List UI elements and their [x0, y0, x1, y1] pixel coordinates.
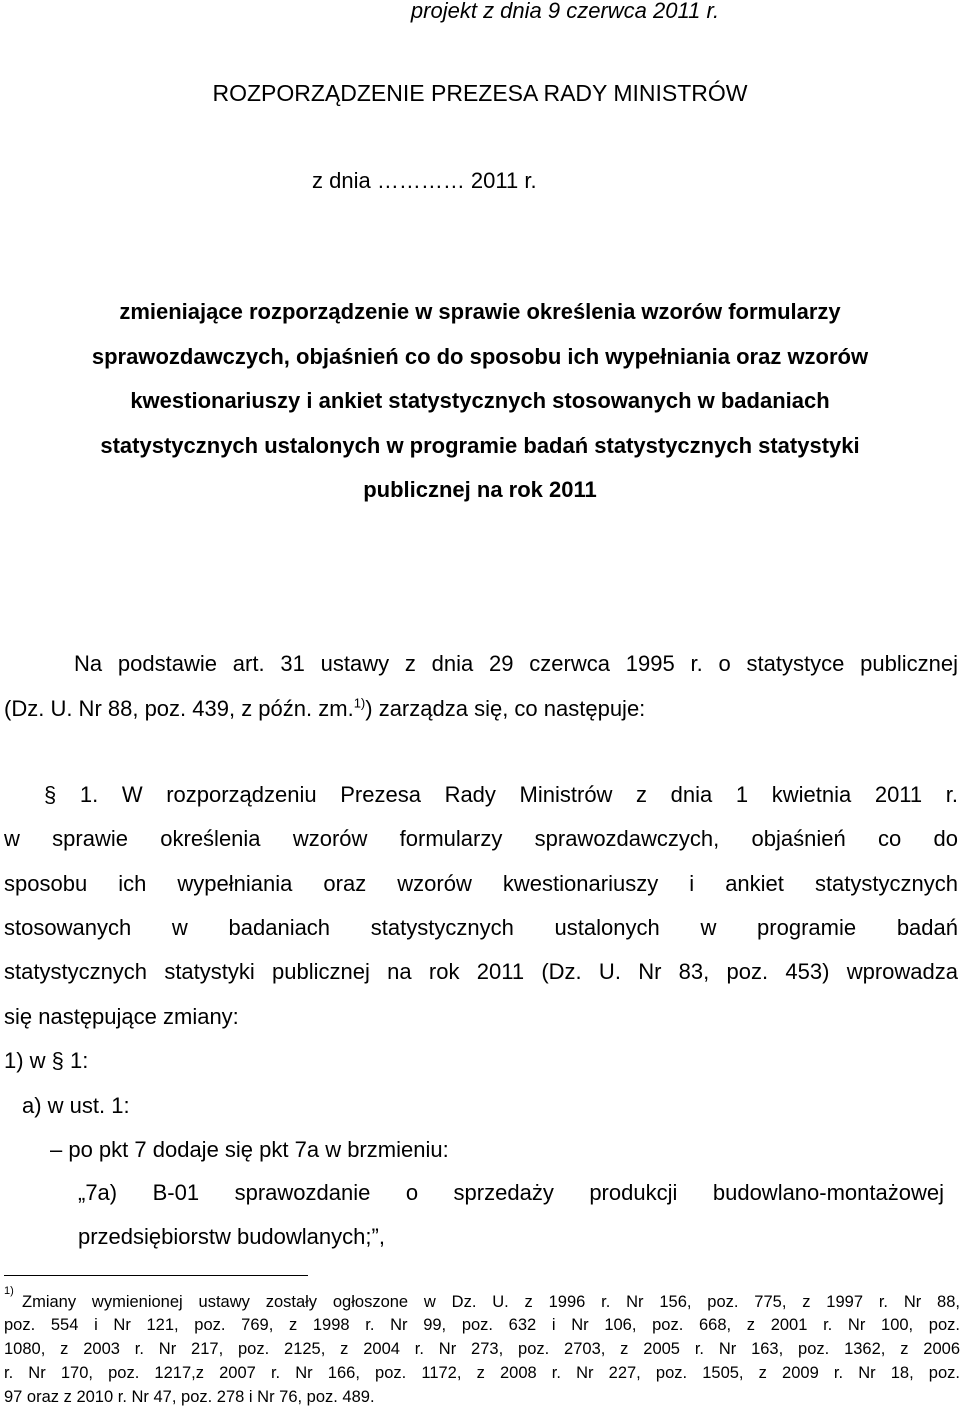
footnote-line: 97 oraz z 2010 r. Nr 47, poz. 278 i Nr 76, poz. 489. — [4, 1388, 375, 1406]
footnote-reference: 1) — [353, 695, 366, 711]
footnote-marker: 1) — [4, 1285, 14, 1297]
amendment-item-1: 1) w § 1: — [4, 1048, 89, 1073]
subject-line: kwestionariuszy i ankiet statystycznych stosowanych w badaniach — [130, 388, 830, 413]
regulation-heading: ROZPORZĄDZENIE PREZESA RADY MINISTRÓW — [212, 80, 748, 106]
preamble-line — [4, 696, 645, 722]
preamble-text: ) zarządza się, co następuje: — [365, 696, 646, 721]
quoted-text-line: przedsiębiorstw budowlanych;”, — [78, 1224, 385, 1249]
subject-line: sprawozdawczych, objaśnień co do sposobu ich wypełniania oraz wzorów — [91, 344, 869, 369]
amendment-dash-item: – po pkt 7 dodaje się pkt 7a w brzmieniu: — [50, 1137, 449, 1162]
subject-line: statystycznych ustalonych w programie badań statystycznych statystyki — [100, 433, 860, 458]
footnote-separator — [4, 1275, 308, 1276]
footnote-line: poz. 554 i Nr 121, poz. 769, z 1998 r. Nr 99, poz. 632 i Nr 106, poz. 668, z 2001 r. Nr 100, poz. — [4, 1316, 960, 1334]
draft-note: projekt z dnia 9 czerwca 2011 r. — [410, 0, 720, 23]
paragraph-line: stosowanych w badaniach statystycznych ustalonych w programie badań — [4, 915, 958, 940]
subject-line: zmieniające rozporządzenie w sprawie określenia wzorów formularzy — [119, 299, 841, 324]
regulation-date: z dnia ………… 2011 r. — [312, 168, 537, 193]
paragraph-line: sposobu ich wypełniania oraz wzorów kwestionariuszy i ankiet statystycznych — [4, 871, 958, 896]
preamble-text: (Dz. U. Nr 88, poz. 439, z późn. zm. — [4, 696, 354, 721]
footnote-line: 1080, z 2003 r. Nr 217, poz. 2125, z 2004 r. Nr 273, poz. 2703, z 2005 r. Nr 163, poz. 1362, z 2006 — [4, 1340, 960, 1358]
amendment-item-1a: a) w ust. 1: — [22, 1093, 130, 1118]
paragraph-line: się następujące zmiany: — [4, 1004, 239, 1029]
preamble-line: Na podstawie art. 31 ustawy z dnia 29 czerwca 1995 r. o statystyce publicznej — [74, 651, 958, 676]
paragraph-line: statystycznych statystyki publicznej na rok 2011 (Dz. U. Nr 83, poz. 453) wprowadza — [4, 959, 958, 984]
paragraph-line: w sprawie określenia wzorów formularzy sprawozdawczych, objaśnień co do — [4, 826, 958, 851]
subject-line: publicznej na rok 2011 — [363, 477, 597, 502]
paragraph-line: § 1. W rozporządzeniu Prezesa Rady Ministrów z dnia 1 kwietnia 2011 r. — [44, 782, 958, 807]
quoted-text-line: „7a) B-01 sprawozdanie o sprzedaży produkcji budowlano-montażowej — [78, 1180, 944, 1205]
footnote-line: r. Nr 170, poz. 1217,z 2007 r. Nr 166, poz. 1172, z 2008 r. Nr 227, poz. 1505, z 2009 r. Nr 18, poz. — [4, 1364, 960, 1382]
footnote-line: Zmiany wymienionej ustawy zostały ogłoszone w Dz. U. z 1996 r. Nr 156, poz. 775, z 1997 r. Nr 88, — [22, 1293, 960, 1311]
